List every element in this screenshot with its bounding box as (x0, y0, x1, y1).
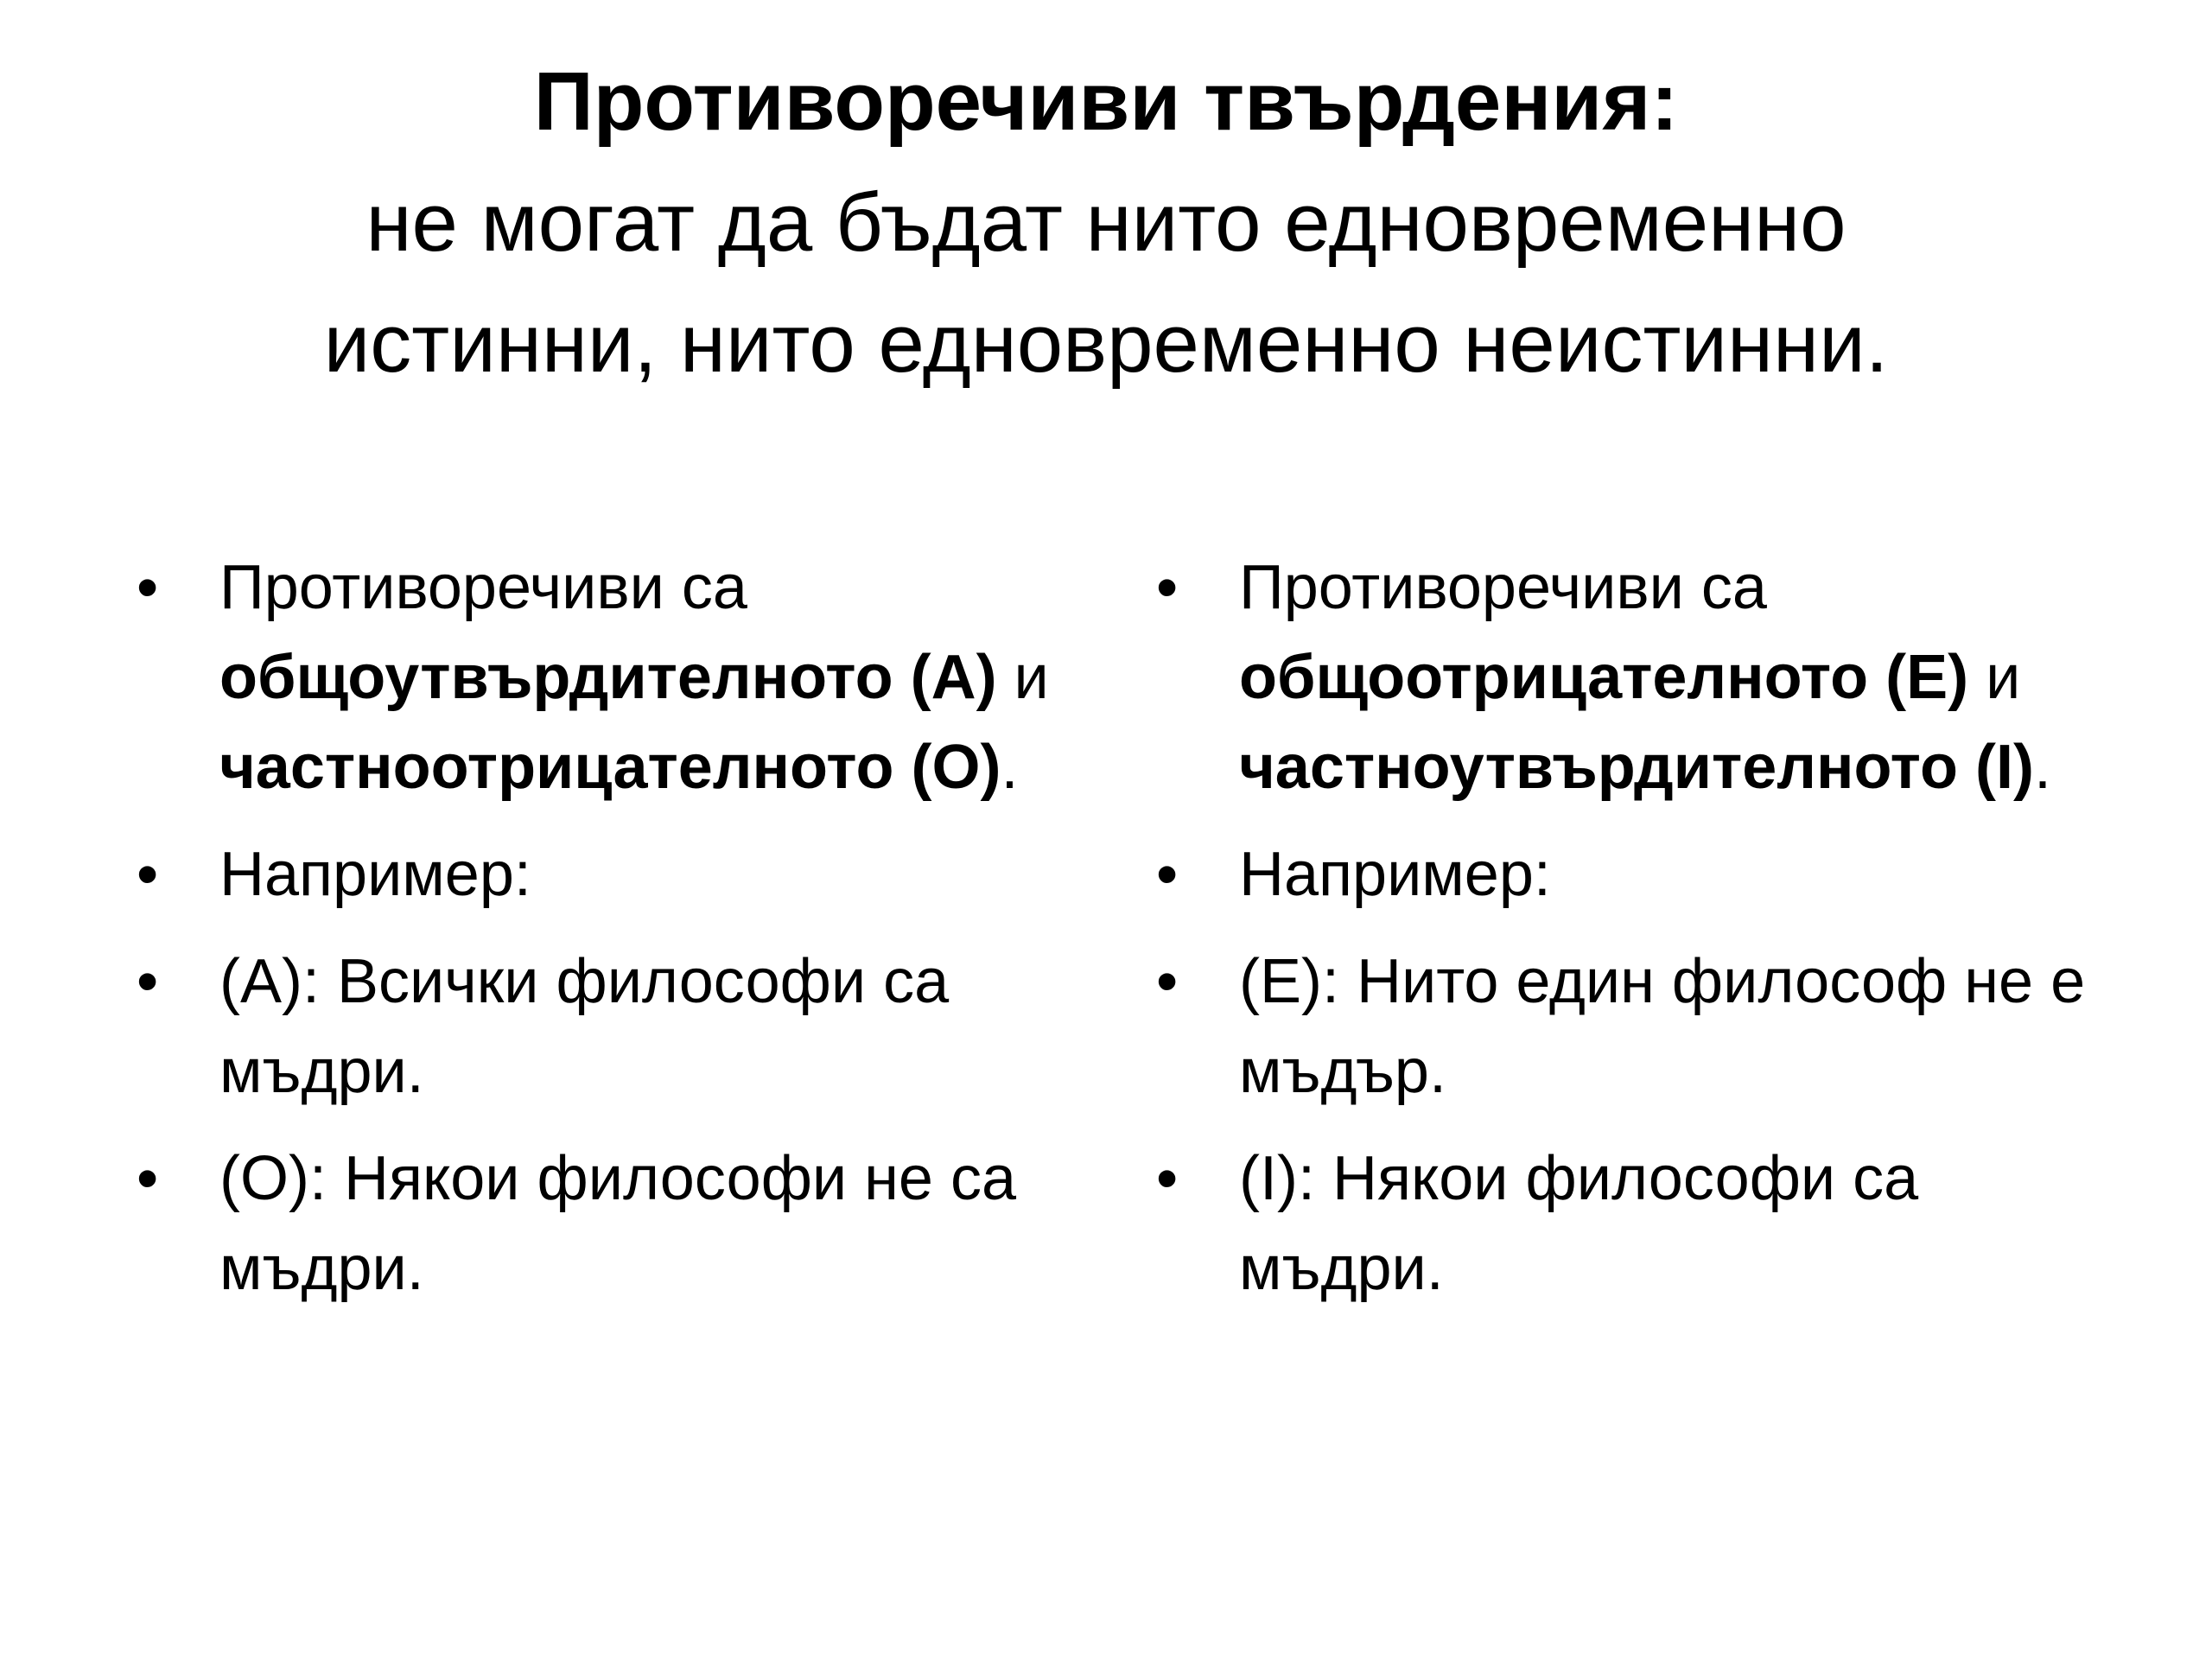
slide-title (138, 41, 2074, 404)
right-bullet-item (1149, 830, 2117, 919)
left-item4-text: (О): Някои философи не са мъдри. (219, 1144, 1017, 1303)
left-bullet-item (130, 830, 1071, 919)
left-bullet-item (130, 937, 1071, 1116)
right-item1-text: Противоречиви са (1239, 553, 1767, 622)
right-bullet-item (1149, 937, 2117, 1116)
right-item1-bold-i: частноутвърдителното (I) (1239, 733, 2034, 802)
right-bullet-item (1149, 543, 2117, 812)
bullet-icon: • (137, 947, 159, 1016)
bullet-icon: • (1156, 840, 1179, 909)
left-bullet-item (130, 1134, 1071, 1313)
left-bullet-list (130, 543, 1071, 1313)
right-bullet-list (1149, 543, 2117, 1313)
left-item2-text: Например: (219, 840, 531, 909)
right-item1-bold-e: общоотрицателното (Е) (1239, 643, 1969, 712)
bullet-icon: • (137, 840, 159, 909)
right-item2-text: Например: (1239, 840, 1551, 909)
left-item1-text: Противоречиви са (219, 553, 747, 622)
right-item4-text: (I): Някои философи са мъдри. (1239, 1144, 1919, 1303)
left-item1-bold-o: частноотрицателното (О) (219, 733, 1001, 802)
left-column (130, 543, 1071, 1331)
bullet-icon: • (137, 553, 159, 622)
left-item1-bold-a: общоутвърдителното (А) (219, 643, 997, 712)
title-heading: Противоречиви твърдения: (533, 55, 1679, 148)
bullet-icon: • (1156, 553, 1179, 622)
right-item1-and: и (1968, 643, 2021, 712)
bullet-icon: • (1156, 1144, 1179, 1213)
right-item1-period: . (2033, 733, 2051, 802)
title-line-1: не могат да бъдат нито едновременно (365, 176, 1847, 269)
title-line-2: истинни, нито едновременно неистинни. (323, 297, 1889, 390)
left-item3-text: (А): Всички философи са мъдри. (219, 947, 950, 1106)
left-item1-and: и (996, 643, 1049, 712)
right-bullet-item (1149, 1134, 2117, 1313)
right-column (1149, 543, 2117, 1331)
left-bullet-item (130, 543, 1071, 812)
left-item1-period: . (1001, 733, 1019, 802)
right-item3-text: (Е): Нито един философ не е мъдър. (1239, 947, 2086, 1106)
bullet-icon: • (1156, 947, 1179, 1016)
bullet-icon: • (137, 1144, 159, 1213)
